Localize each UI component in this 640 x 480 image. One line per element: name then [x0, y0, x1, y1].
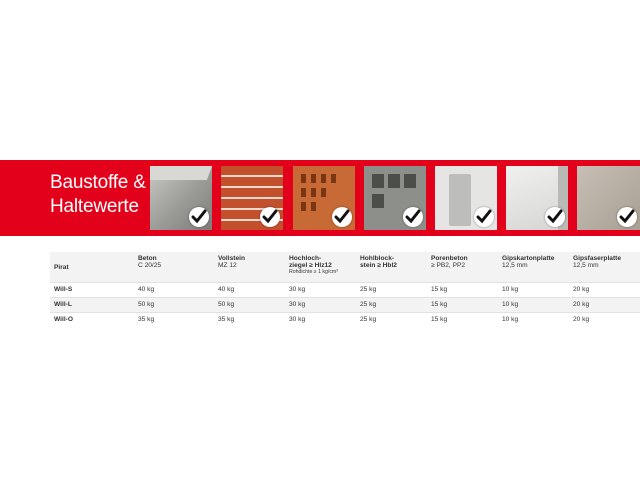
- table-cell: 15 kg: [427, 313, 498, 328]
- table-cell: 20 kg: [569, 313, 640, 328]
- beton-tile-image: [150, 166, 212, 230]
- table-corner-label: Pirat: [54, 263, 69, 271]
- column-header-beton: [134, 252, 214, 283]
- table-cell: 20 kg: [569, 283, 640, 298]
- column-header-subtitle: stein ≥ Hbl2: [360, 262, 397, 269]
- column-header-subtitle: MZ 12: [218, 262, 237, 269]
- column-header-subtitle: C 20/25: [138, 262, 162, 269]
- column-header-title: Hohlblock-: [360, 255, 395, 262]
- column-header-title: Porenbeton: [431, 255, 468, 262]
- checkmark-icon: [260, 207, 280, 227]
- banner-title-line2: Haltewerte: [50, 196, 139, 217]
- column-header-vollstein: [214, 252, 285, 283]
- table-cell: 10 kg: [498, 298, 569, 313]
- column-header-title: Vollstein: [218, 255, 245, 262]
- column-header-subtitle: ≥ PB2, PP2: [431, 262, 466, 269]
- table-cell: 30 kg: [285, 298, 356, 313]
- gipsfaserplatte-tile-image: [577, 166, 640, 230]
- checkmark-icon: [474, 207, 494, 227]
- column-header-gipsfaserplatte: [569, 252, 640, 283]
- column-header-gipskartonplatte: [498, 252, 569, 283]
- table-cell: 15 kg: [427, 283, 498, 298]
- checkmark-icon: [189, 207, 209, 227]
- table-cell: 10 kg: [498, 283, 569, 298]
- banner-title-line1: Baustoffe &: [50, 172, 146, 193]
- table-row: [50, 313, 640, 328]
- checkmark-icon: [545, 207, 565, 227]
- row-label: Will-S: [50, 283, 134, 298]
- table-cell: 50 kg: [214, 298, 285, 313]
- column-header-note: Rohdichte ≥ 1 kg/cm³: [289, 269, 338, 275]
- table-cell: 50 kg: [134, 298, 214, 313]
- column-header-porenbeton: [427, 252, 498, 283]
- table-row: [50, 298, 640, 313]
- table-row: [50, 283, 640, 298]
- table-cell: 40 kg: [134, 283, 214, 298]
- material-tiles: [0, 166, 640, 232]
- column-header-title: Gipskartonplatte: [502, 255, 555, 262]
- column-header-hochlochziegel: [285, 252, 356, 283]
- table-cell: 35 kg: [134, 313, 214, 328]
- checkmark-icon: [332, 207, 352, 227]
- row-label: Will-L: [50, 298, 134, 313]
- column-header-title: Gipsfaserplatte: [573, 255, 622, 262]
- table-header-row: [50, 252, 640, 283]
- hochlochziegel-tile-image: [293, 166, 355, 230]
- table-cell: 40 kg: [214, 283, 285, 298]
- table-cell: 30 kg: [285, 313, 356, 328]
- checkmark-icon: [403, 207, 423, 227]
- gipskartonplatte-tile-image: [506, 166, 568, 230]
- column-header-hohlblockstein: [356, 252, 427, 283]
- hohlblockstein-tile-image: [364, 166, 426, 230]
- load-values-table: [50, 252, 640, 327]
- porenbeton-tile-image: [435, 166, 497, 230]
- column-header-subtitle: ziegel ≥ Hlz12: [289, 262, 332, 269]
- table-cell: 25 kg: [356, 298, 427, 313]
- vollstein-tile-image: [221, 166, 283, 230]
- table-cell: 10 kg: [498, 313, 569, 328]
- column-header-subtitle: 12,5 mm: [502, 262, 528, 269]
- table-cell: 20 kg: [569, 298, 640, 313]
- table-cell: 30 kg: [285, 283, 356, 298]
- column-header-title: Beton: [138, 255, 157, 262]
- checkmark-icon: [617, 207, 637, 227]
- table-cell: 35 kg: [214, 313, 285, 328]
- table-cell: 25 kg: [356, 283, 427, 298]
- table-cell: 25 kg: [356, 313, 427, 328]
- column-header-title: Hochloch-: [289, 255, 322, 262]
- column-header-subtitle: 12,5 mm: [573, 262, 599, 269]
- row-label: Will-O: [50, 313, 134, 328]
- table-cell: 15 kg: [427, 298, 498, 313]
